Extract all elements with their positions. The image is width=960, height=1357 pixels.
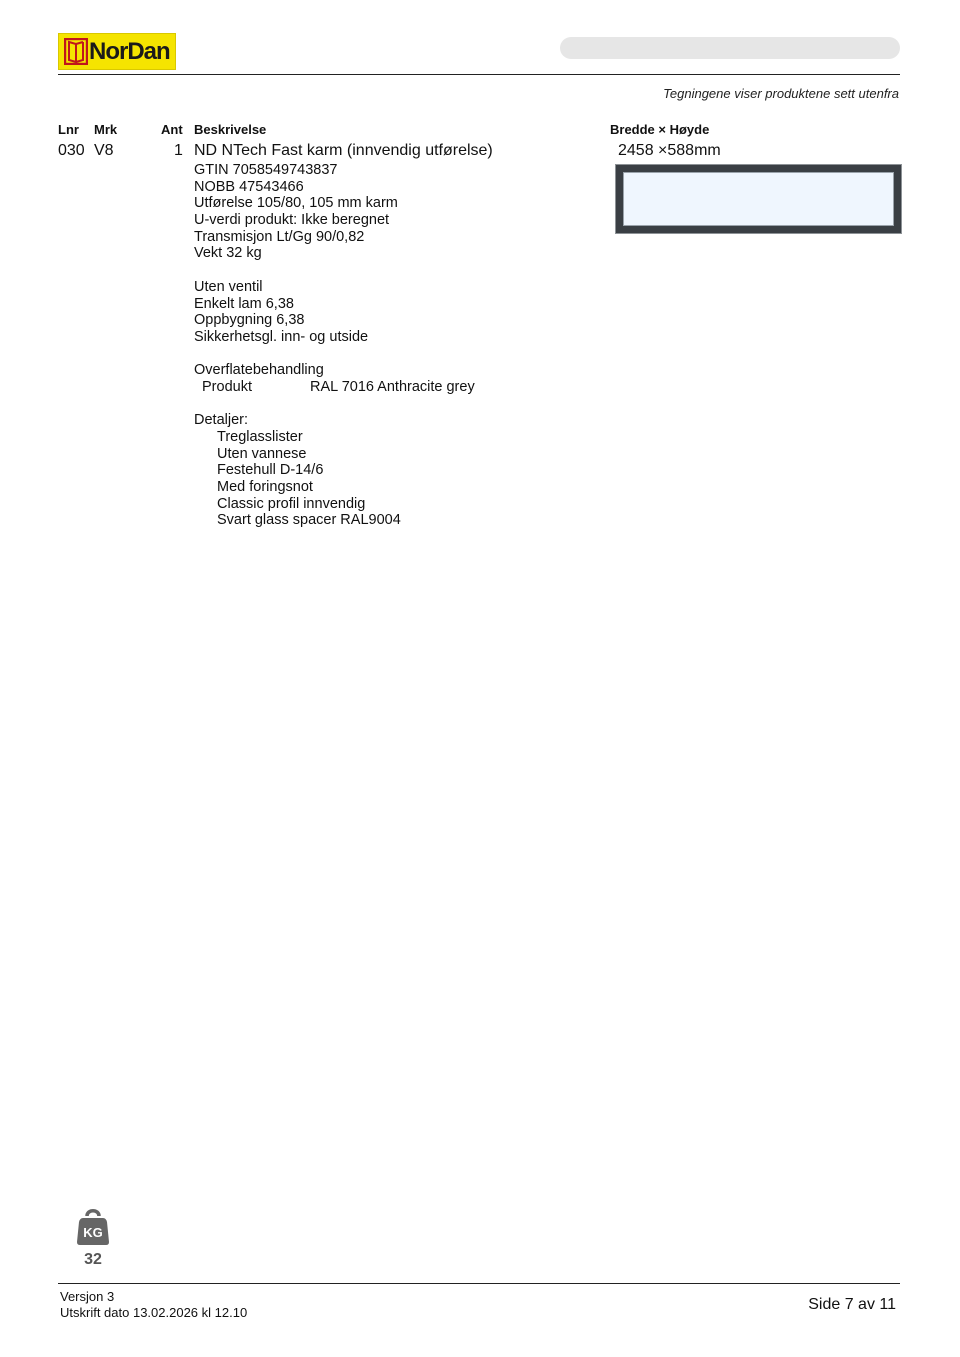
window-logo-icon: [64, 38, 88, 65]
page-number: Side 7 av 11: [808, 1296, 896, 1313]
nordan-logo: [58, 33, 176, 70]
product-description: [194, 162, 475, 529]
row-title: ND NTech Fast karm (innvendig utførelse): [194, 142, 493, 159]
detail-item: Svart glass spacer RAL9004: [217, 512, 401, 529]
logo-text: NorDan: [89, 38, 170, 65]
detail-item: Treglasslister: [217, 429, 303, 445]
glass-oppbygning: Oppbygning 6,38: [194, 312, 305, 329]
row-lnr: 030: [58, 142, 85, 159]
header-divider: [58, 74, 900, 75]
version-label: Versjon 3: [60, 1289, 115, 1304]
row-mrk: V8: [94, 142, 114, 159]
print-date: Utskrift dato 13.02.2026 kl 12.10: [60, 1305, 248, 1320]
details-heading: Detaljer:: [194, 412, 248, 429]
col-header-beskrivelse: Beskrivelse: [194, 122, 267, 137]
spec-transmisjon: Transmisjon Lt/Gg 90/0,82: [194, 228, 365, 245]
window-glass-pane: [623, 172, 894, 226]
surface-label: Produkt: [202, 378, 252, 395]
glass-ventil: Uten ventil: [194, 278, 263, 295]
glass-lam: Enkelt lam 6,38: [194, 295, 294, 312]
kettlebell-weight-icon: [76, 1206, 110, 1246]
col-header-lnr: Lnr: [58, 122, 79, 137]
surface-value: RAL 7016 Anthracite grey: [310, 378, 475, 395]
row-ant: 1: [174, 142, 183, 159]
surface-heading: Overflatebehandling: [194, 362, 324, 379]
spec-gtin: GTIN 7058549743837: [194, 162, 338, 178]
spec-vekt: Vekt 32 kg: [194, 245, 262, 262]
detail-item: Med foringsnot: [217, 479, 313, 496]
spec-utforelse: Utførelse 105/80, 105 mm karm: [194, 195, 398, 212]
detail-item: Classic profil innvendig: [217, 495, 366, 512]
spec-nobb: NOBB 47543466: [194, 178, 304, 195]
kg-icon-label: KG: [83, 1225, 103, 1240]
footer-divider: [58, 1283, 900, 1284]
detail-item: Festehull D-14/6: [217, 462, 324, 479]
redacted-customer-field: [560, 37, 900, 59]
surface-row: [194, 378, 475, 396]
footer-meta: [60, 1289, 247, 1321]
row-size: 2458 ×588mm: [618, 142, 721, 159]
detail-item: Uten vannese: [217, 445, 307, 462]
glass-sikkerhet: Sikkerhetsgl. inn- og utside: [194, 328, 369, 345]
col-header-ant: Ant: [161, 122, 183, 137]
weight-value: 32: [84, 1251, 102, 1268]
col-header-mrk: Mrk: [94, 122, 118, 137]
window-drawing: [616, 165, 901, 233]
col-header-size: Bredde × Høyde: [610, 122, 710, 137]
spec-u-verdi: U-verdi produkt: Ikke beregnet: [194, 212, 390, 229]
drawing-note: Tegningene viser produktene sett utenfra: [663, 86, 899, 101]
